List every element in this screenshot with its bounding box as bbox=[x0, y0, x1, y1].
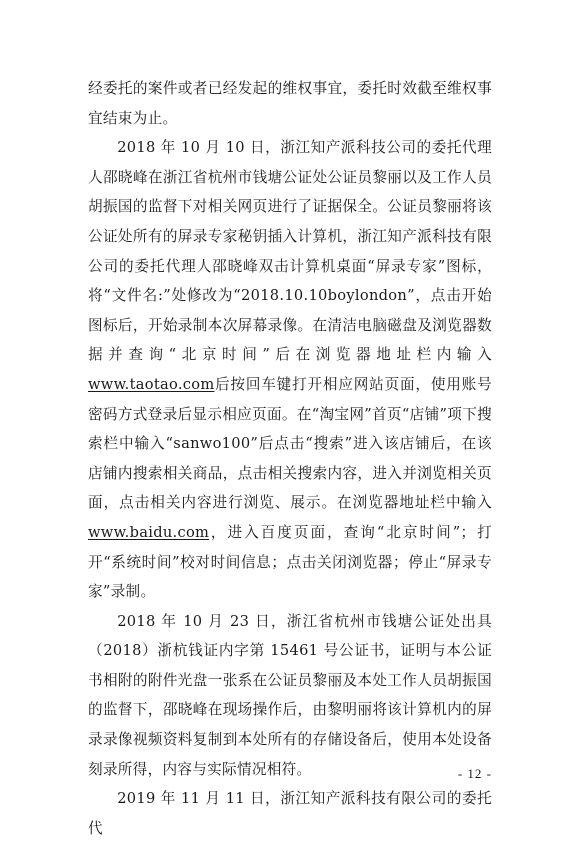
paragraph-text: 2018 年 10 月 10 日，浙江知产派科技公司的委托代理人邵晓峰在浙江省杭州市钱塘公证处公证员黎丽以及工作人员胡振国的监督下对相关网页进行了证据保全。公证员黎丽将该公证处所有的屏录专家秘钥插入计算机，浙江知产派科技有限公司的委托代理人邵晓峰双击计算机桌面“屏录专家”图标，将“文件名:”处修改为“2018.10.10boylondon”，点击开始图标后，开始录制本次屏幕录像。在清洁电脑磁盘及浏览器数据并查询“北京时间”后在浏览器地址栏内输入 bbox=[88, 139, 492, 364]
url-text: www.taotao.com bbox=[88, 375, 215, 393]
paragraph bbox=[88, 607, 492, 785]
url-text: www.baidu.com bbox=[88, 523, 210, 541]
paragraph bbox=[88, 74, 492, 133]
document-body bbox=[88, 74, 492, 843]
paragraph-text: 后按回车键打开相应网站页面，使用账号密码方式登录后显示相应页面。在“淘宝网”首页“店铺”项下搜索栏中输入“sanwo100”后点击“搜索”进入该店铺后，在该店铺内搜索相关商品，点击相关搜索内容，进入并浏览相关页面，点击相关内容进行浏览、展示。在浏览器地址栏中输入 bbox=[88, 375, 492, 512]
paragraph-text: 经委托的案件或者已经发起的维权事宜，委托时效截至维权事宜结束为止。 bbox=[88, 80, 492, 127]
paragraph bbox=[88, 133, 492, 607]
paragraph-text: 2018 年 10 月 23 日，浙江省杭州市钱塘公证处出具（2018）浙杭钱证内字第 15461 号公证书，证明与本公证书相附的附件光盘一张系在公证员黎丽及本处工作人员胡振国的监督下，邵晓峰在现场操作后，由黎明丽将该计算机内的屏录录像视频资料复制到本处所有的存储设备后，使用本处设备刻录所得，内容与实际情况相符。 bbox=[88, 612, 492, 778]
page-number: - 12 - bbox=[457, 766, 492, 781]
paragraph bbox=[88, 784, 492, 843]
paragraph-text: 2019 年 11 月 11 日，浙江知产派科技有限公司的委托代 bbox=[88, 790, 492, 837]
paragraph-text: ，进入百度页面，查询“北京时间”；打开“系统时间”校对时间信息；点击关闭浏览器；停止“屏录专家”录制。 bbox=[88, 523, 492, 601]
